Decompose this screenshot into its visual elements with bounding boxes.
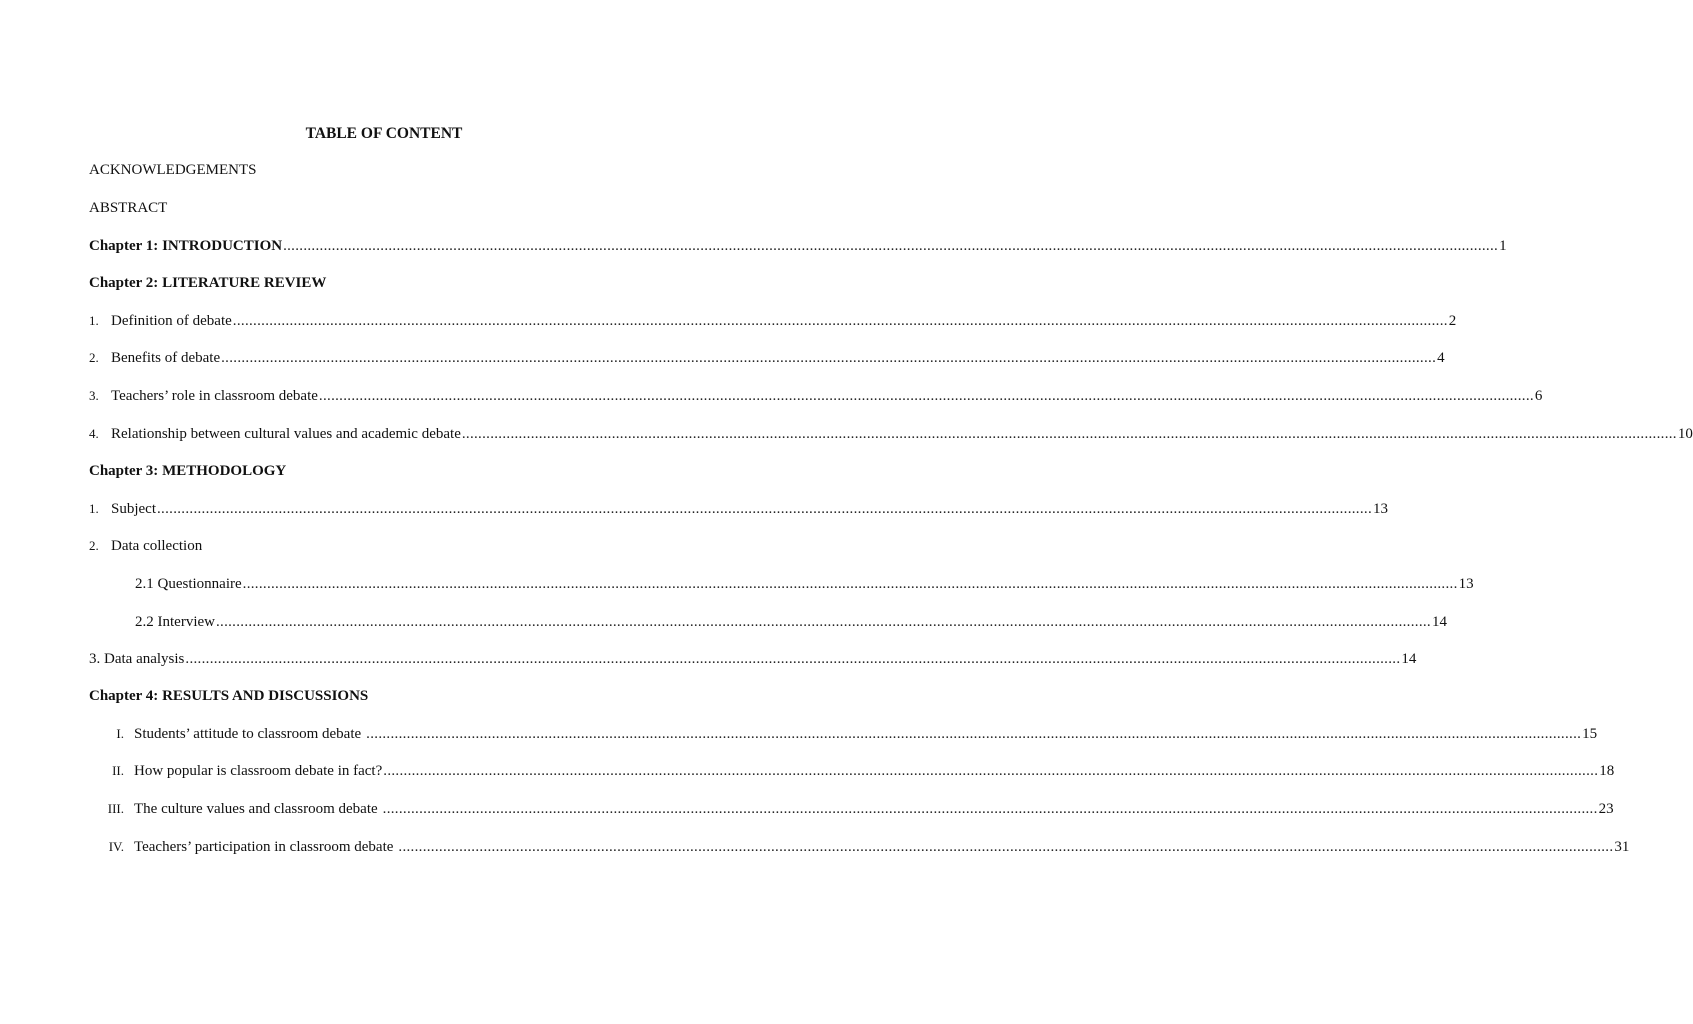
chapter-heading: RESULTS AND DISCUSSIONS <box>162 688 369 704</box>
item-label: 2.2 Interview <box>135 614 215 630</box>
item-number: 1. <box>89 313 99 328</box>
dot-leader: ............................................................................................................................................................................................................................................................................................................ <box>383 763 1599 779</box>
item-label: The culture values and classroom debate <box>134 801 378 817</box>
item-number: 2. <box>89 538 99 553</box>
item-number: 2. <box>89 350 99 365</box>
page-number: 14 <box>1401 651 1417 667</box>
toc-entry-acknowledgements: ACKNOWLEDGEMENTS <box>89 162 257 178</box>
item-label: Teachers’ participation in classroom debate <box>134 839 394 855</box>
page-number: 18 <box>1599 763 1615 779</box>
chapter-prefix: Chapter 4: <box>89 688 159 704</box>
dot-leader: ............................................................................................................................................................................................................................................................................................................ <box>366 726 1582 742</box>
chapter-prefix: Chapter 2: <box>89 275 159 291</box>
toc-entry-ch2-item-3 <box>89 388 1543 408</box>
dot-leader: ............................................................................................................................................................................................................................................................................................................ <box>382 801 1598 817</box>
item-number: 3. <box>89 388 99 403</box>
dot-leader: ............................................................................................................................................................................................................................................................................................................ <box>461 426 1677 442</box>
toc-entry-ch4-item-4 <box>90 839 1630 859</box>
page-number: 13 <box>1373 501 1388 517</box>
page-number: 6 <box>1534 388 1543 404</box>
chapter-prefix: Chapter 3: <box>89 463 159 479</box>
item-label: How popular is classroom debate in fact? <box>134 763 383 779</box>
page-number: 4 <box>1437 350 1445 366</box>
dot-leader: ............................................................................................................................................................................................................................................................................................................ <box>185 651 1401 667</box>
dot-leader: ............................................................................................................................................................................................................................................................................................................ <box>221 350 1437 366</box>
toc-entry-ch2-item-2 <box>89 350 1445 370</box>
item-number: IV. <box>108 839 124 854</box>
dot-leader: ............................................................................................................................................................................................................................................................................................................ <box>283 238 1499 254</box>
page-number: 2 <box>1448 313 1457 329</box>
page-number: 13 <box>1458 576 1474 592</box>
toc-entry-ch4-item-2 <box>90 763 1615 783</box>
toc-entry-ch2-item-1 <box>89 313 1457 333</box>
page-number: 23 <box>1598 801 1614 817</box>
chapter-heading: INTRODUCTION <box>162 238 283 254</box>
toc-entry-abstract: ABSTRACT <box>89 200 168 216</box>
page-number: 31 <box>1614 839 1630 855</box>
item-label: Students’ attitude to classroom debate <box>134 726 362 742</box>
toc-entry-chapter-2 <box>89 275 688 295</box>
toc-entry-ch4-item-1 <box>90 726 1598 746</box>
chapter-prefix: Chapter 1: <box>89 238 159 254</box>
item-number: III. <box>107 801 124 816</box>
page-number: 10 <box>1677 426 1693 442</box>
toc-entry-chapter-4 <box>89 688 688 708</box>
page-number: 1 <box>1499 238 1507 254</box>
toc-entry-ch4-item-3 <box>90 801 1614 821</box>
dot-leader: ............................................................................................................................................................................................................................................................................................................ <box>398 839 1614 855</box>
dot-leader: ............................................................................................................................................................................................................................................................................................................ <box>242 576 1458 592</box>
item-label: Relationship between cultural values and academic debate <box>111 426 461 442</box>
toc-entry-ch3-interview <box>135 614 1447 634</box>
toc-entry-chapter-3 <box>89 463 688 483</box>
item-label: 3. Data analysis <box>89 651 185 667</box>
page-number: 14 <box>1431 614 1447 630</box>
dot-leader: ............................................................................................................................................................................................................................................................................................................ <box>215 614 1431 630</box>
item-label: Definition of debate <box>111 313 232 329</box>
dot-leader: ............................................................................................................................................................................................................................................................................................................ <box>318 388 1534 404</box>
toc-entry-ch3-data-analysis <box>89 651 1417 671</box>
toc-entry-ch2-item-4 <box>89 426 1693 446</box>
item-label: 2.1 Questionnaire <box>135 576 242 592</box>
toc-entry-chapter-1 <box>89 238 1507 258</box>
dot-leader: ............................................................................................................................................................................................................................................................................................................ <box>232 313 1448 329</box>
page-number: 15 <box>1582 726 1598 742</box>
item-number: I. <box>116 726 124 741</box>
item-label: Teachers’ role in classroom debate <box>111 388 318 404</box>
item-number: II. <box>112 763 124 778</box>
toc-entry-ch3-subject <box>89 501 1388 521</box>
item-number: 4. <box>89 426 99 441</box>
toc-entry-ch3-data-collection <box>89 538 688 558</box>
toc-title: TABLE OF CONTENT <box>305 125 463 142</box>
toc-entry-ch3-questionnaire <box>135 576 1474 596</box>
item-label: Benefits of debate <box>111 350 221 366</box>
dot-leader: ............................................................................................................................................................................................................................................................................................................ <box>157 501 1372 517</box>
item-label: Subject <box>111 501 156 517</box>
item-number: 1. <box>89 501 99 516</box>
item-label: Data collection <box>111 538 203 554</box>
chapter-heading: METHODOLOGY <box>162 463 287 479</box>
chapter-heading: LITERATURE REVIEW <box>162 275 327 291</box>
